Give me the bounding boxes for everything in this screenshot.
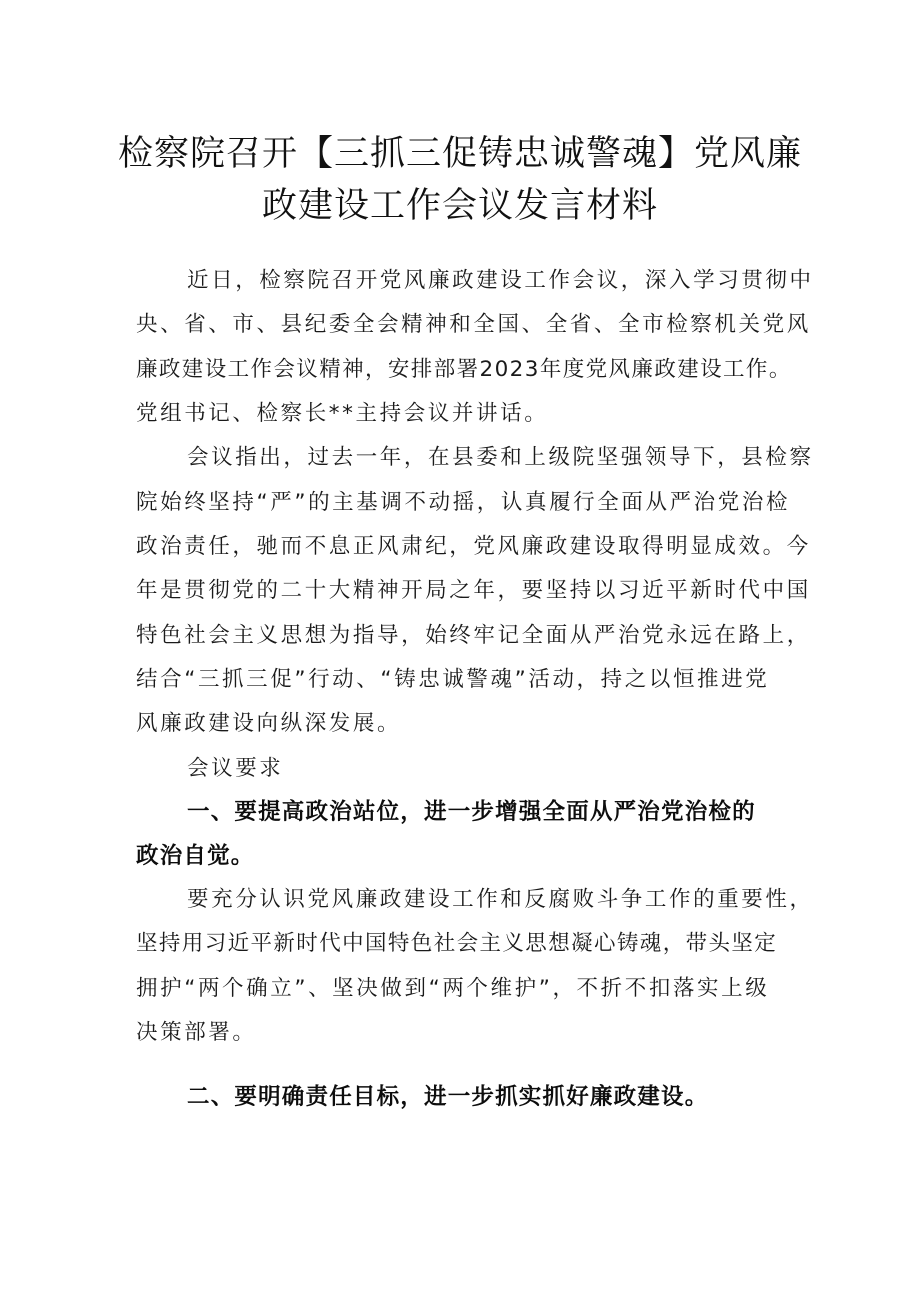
document-title-line-2: 政建设工作会议发言材料 <box>261 186 658 226</box>
paragraph-2-line-2: 院始终坚持“严”的主基调不动摇，认真履行全面从严治党治检 <box>136 490 791 515</box>
paragraph-3: 会议要求 <box>187 756 284 781</box>
paragraph-2-line-6: 结合“三抓三促”行动、“铸忠诚警魂”活动，持之以恒推进党 <box>136 667 770 692</box>
paragraph-2-line-4: 年是贯彻党的二十大精神开局之年，要坚持以习近平新时代中国 <box>136 578 811 603</box>
paragraph-1-line-3: 廉政建设工作会议精神，安排部署2023年度党风廉政建设工作。 <box>136 357 792 382</box>
paragraph-2-line-7: 风廉政建设向纵深发展。 <box>136 711 402 736</box>
section-heading-1-line-2: 政治自觉。 <box>136 843 255 869</box>
paragraph-1-line-4: 党组书记、检察长**主持会议并讲话。 <box>136 401 549 426</box>
section-heading-1-line-1: 一、要提高政治站位，进一步增强全面从严治党治检的 <box>187 799 756 825</box>
paragraph-4-line-2: 坚持用习近平新时代中国特色社会主义思想凝心铸魂，带头坚定 <box>136 931 778 956</box>
section-heading-2: 二、要明确责任目标，进一步抓实抓好廉政建设。 <box>187 1084 709 1110</box>
paragraph-2-line-3: 政治责任，驰而不息正风肃纪，党风廉政建设取得明显成效。今 <box>136 534 811 559</box>
paragraph-4-line-4: 决策部署。 <box>136 1020 257 1045</box>
paragraph-2-line-5: 特色社会主义思想为指导，始终牢记全面从严治党永远在路上， <box>136 623 811 648</box>
paragraph-1-line-1: 近日，检察院召开党风廉政建设工作会议，深入学习贯彻中 <box>187 268 814 293</box>
document-title-line-1: 检察院召开【三抓三促铸忠诚警魂】党风廉 <box>117 134 802 174</box>
paragraph-4-line-3: 拥护“两个确立”、坚决做到“两个维护”，不折不扣落实上级 <box>136 976 770 1001</box>
paragraph-4-line-1: 要充分认识党风廉政建设工作和反腐败斗争工作的重要性， <box>187 887 814 912</box>
paragraph-2-line-1: 会议指出，过去一年，在县委和上级院坚强领导下，县检察 <box>187 445 814 470</box>
paragraph-1-line-2: 央、省、市、县纪委全会精神和全国、全省、全市检察机关党风 <box>136 312 811 337</box>
